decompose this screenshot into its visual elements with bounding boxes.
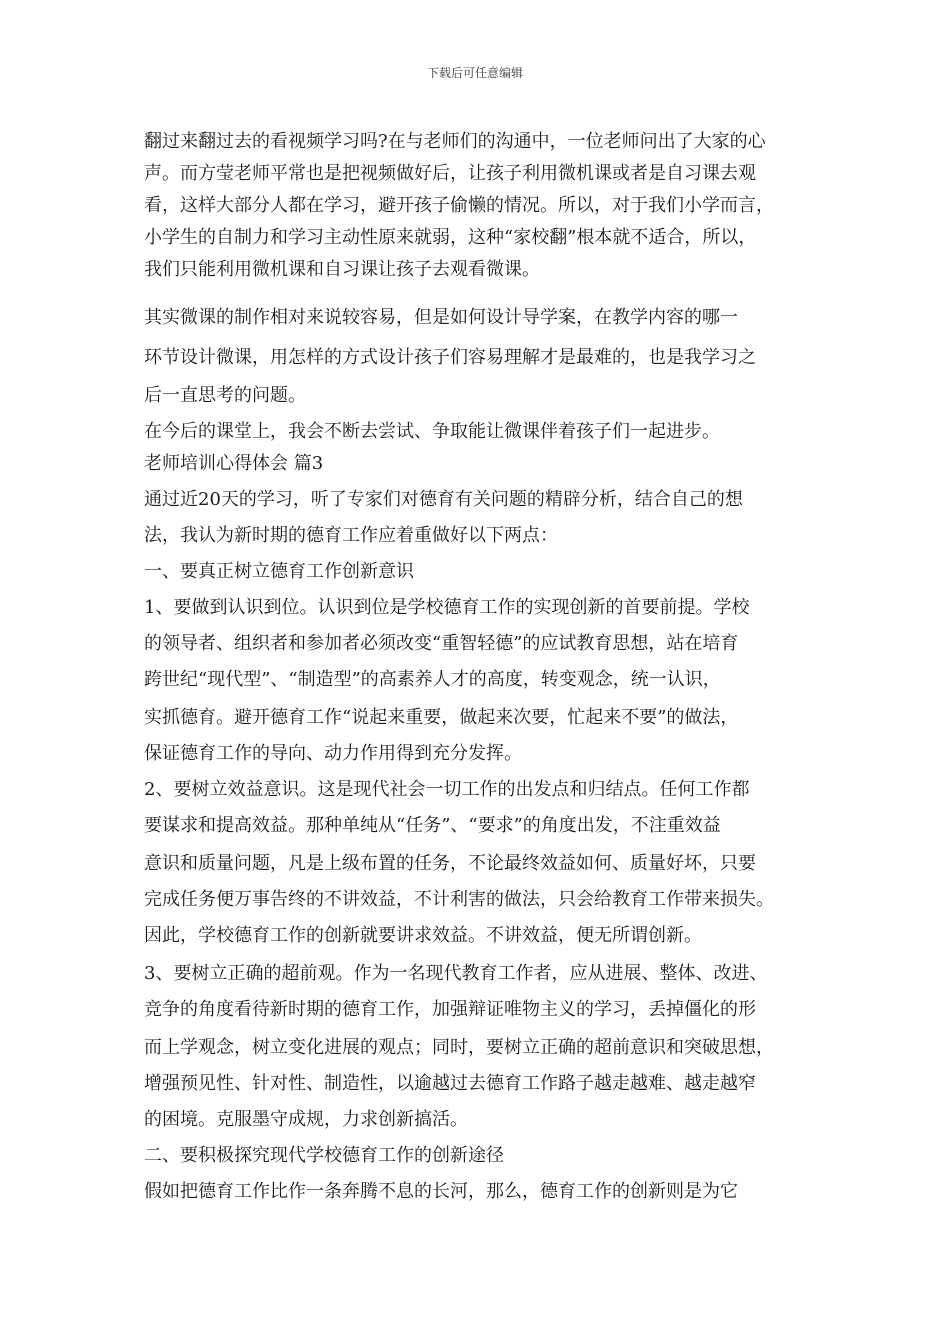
text-line: 声。而方莹老师平常也是把视频做好后，让孩子利用微机课或者是自习课去观 bbox=[144, 163, 756, 184]
text-line: 其实微课的制作相对来说较容易，但是如何设计导学案，在教学内容的哪一 bbox=[144, 307, 738, 328]
text-line: 因此，学校德育工作的创新就要讲求效益。不讲效益，便无所谓创新。 bbox=[144, 925, 702, 946]
text-line: 保证德育工作的导向、动力作用得到充分发挥。 bbox=[144, 743, 522, 764]
text-line: 意识和质量问题，凡是上级布置的任务，不论最终效益如何、质量好坏，只要 bbox=[144, 853, 756, 874]
text-line: 我们只能利用微机课和自习课让孩子去观看微课。 bbox=[144, 259, 540, 280]
text-line: 环节设计微课，用怎样的方式设计孩子们容易理解才是最难的，也是我学习之 bbox=[144, 347, 756, 368]
text-line: 要谋求和提高效益。那种单纯从“任务”、“要求”的角度出发，不注重效益 bbox=[144, 815, 721, 836]
text-line: 3、要树立正确的超前观。作为一名现代教育工作者，应从进展、整体、改进、 bbox=[144, 963, 768, 984]
text-line: 2、要树立效益意识。这是现代社会一切工作的出发点和归结点。任何工作都 bbox=[144, 779, 750, 800]
text-line: 而上学观念，树立变化进展的观点；同时，要树立正确的超前意识和突破思想， bbox=[144, 1037, 774, 1058]
text-line: 假如把德育工作比作一条奔腾不息的长河，那么，德育工作的创新则是为它 bbox=[144, 1181, 738, 1202]
text-line: 增强预见性、针对性、制造性，以逾越过去德育工作路子越走越难、越走越窄 bbox=[144, 1073, 756, 1094]
text-line: 小学生的自制力和学习主动性原来就弱，这种“家校翻”根本就不适合，所以， bbox=[144, 227, 757, 248]
text-line: 在今后的课堂上，我会不断去尝试、争取能让微课伴着孩子们一起进步。 bbox=[144, 421, 720, 442]
text-line: 跨世纪“现代型”、“制造型”的高素养人才的高度，转变观念，统一认识， bbox=[144, 669, 721, 690]
text-line: 翻过来翻过去的看视频学习吗?在与老师们的沟通中，一位老师问出了大家的心 bbox=[144, 131, 766, 152]
text-line: 的困境。克服墨守成规，力求创新搞活。 bbox=[144, 1109, 468, 1130]
text-line: 实抓德育。避开德育工作“说起来重要，做起来次要，忙起来不要”的做法， bbox=[144, 707, 739, 728]
page-header: 下载后可任意编辑 bbox=[426, 66, 523, 80]
text-line: 法，我认为新时期的德育工作应着重做好以下两点： bbox=[144, 525, 558, 546]
section-heading: 老师培训心得体会 篇3 bbox=[144, 453, 324, 474]
subheading: 一、要真正树立德育工作创新意识 bbox=[144, 561, 414, 582]
text-line: 后一直思考的问题。 bbox=[144, 385, 306, 406]
subheading: 二、要积极探究现代学校德育工作的创新途径 bbox=[144, 1145, 504, 1166]
text-line: 通过近20天的学习，听了专家们对德育有关问题的精辟分析，结合自己的想 bbox=[144, 489, 743, 510]
text-line: 竞争的角度看待新时期的德育工作，加强辩证唯物主义的学习，丢掉僵化的形 bbox=[144, 999, 756, 1020]
text-line: 看，这样大部分人都在学习，避开孩子偷懒的情况。所以，对于我们小学而言， bbox=[144, 195, 774, 216]
text-line: 的领导者、组织者和参加者必须改变“重智轻德”的应试教育思想，站在培育 bbox=[144, 633, 739, 654]
text-line: 1、要做到认识到位。认识到位是学校德育工作的实现创新的首要前提。学校 bbox=[144, 597, 750, 618]
text-line: 完成任务便万事告终的不讲效益，不计利害的做法，只会给教育工作带来损失。 bbox=[144, 889, 774, 910]
